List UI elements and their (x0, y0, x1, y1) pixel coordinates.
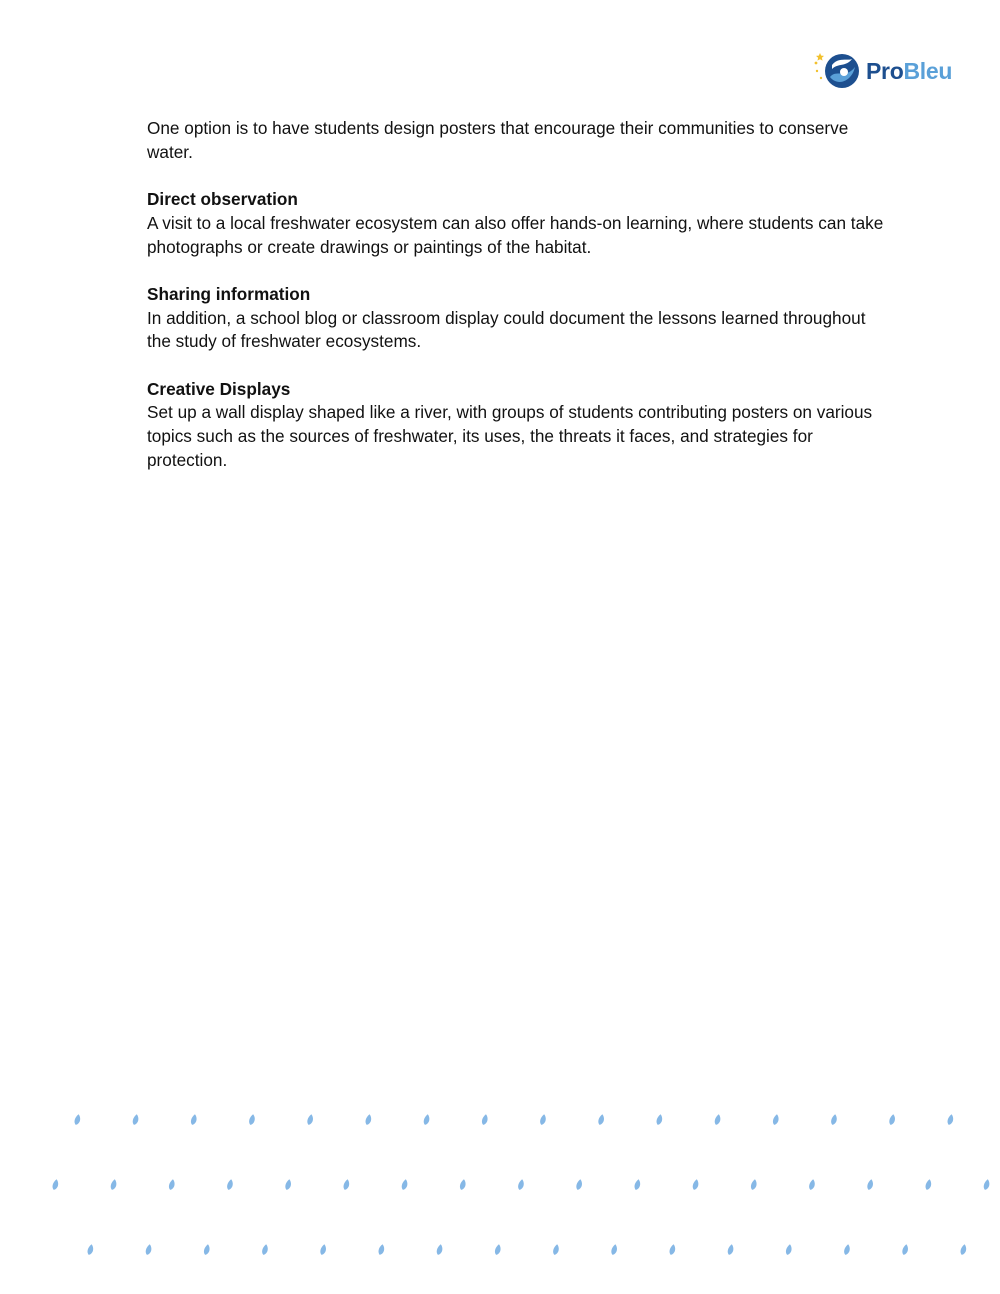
water-drop-icon (145, 1244, 153, 1256)
water-drop-icon (306, 1114, 314, 1126)
water-drop-icon (481, 1114, 489, 1126)
logo-text-bleu: Bleu (903, 57, 953, 84)
water-drop-icon (830, 1114, 838, 1126)
water-drop-icon (808, 1179, 816, 1191)
water-drop-icon (248, 1114, 256, 1126)
section-heading: Creative Displays (147, 378, 291, 399)
water-drop-icon (610, 1244, 618, 1256)
section-direct-observation (147, 188, 892, 259)
water-drop-icon (634, 1179, 642, 1191)
water-drop-pattern (0, 1100, 1000, 1280)
water-drop-icon (319, 1244, 327, 1256)
probleu-emblem-icon (812, 47, 862, 93)
logo-text-pro: Pro (866, 57, 904, 84)
water-drop-icon (74, 1114, 82, 1126)
section-body: In addition, a school blog or classroom display could document the lessons learned throughout the study of freshwater ecosystems. (147, 307, 866, 352)
section-sharing-information (147, 283, 892, 354)
water-drop-icon (901, 1244, 909, 1256)
water-drop-icon (52, 1179, 60, 1191)
water-drop-icon (284, 1179, 292, 1191)
water-drop-icon (343, 1179, 351, 1191)
water-drop-icon (365, 1114, 373, 1126)
water-drop-icon (459, 1179, 467, 1191)
water-drop-icon (750, 1179, 758, 1191)
water-drop-icon (110, 1179, 118, 1191)
water-drop-icon (378, 1244, 386, 1256)
water-drop-icon (423, 1114, 431, 1126)
water-drop-icon (203, 1244, 211, 1256)
logo-wordmark (866, 58, 952, 85)
water-drop-icon (494, 1244, 502, 1256)
document-body (147, 117, 892, 473)
water-drop-icon (575, 1179, 583, 1191)
water-drop-icon (888, 1114, 896, 1126)
water-drop-icon (843, 1244, 851, 1256)
water-drop-icon (983, 1179, 991, 1191)
water-drop-icon (261, 1244, 269, 1256)
water-drop-icon (785, 1244, 793, 1256)
water-drop-icon (692, 1179, 700, 1191)
water-drop-icon (436, 1244, 444, 1256)
water-drop-icon (87, 1244, 95, 1256)
intro-paragraph: One option is to have students design posters that encourage their communities to conserve water. (147, 118, 849, 162)
water-drop-icon (190, 1114, 198, 1126)
water-drop-icon (669, 1244, 677, 1256)
water-drop-icon (168, 1179, 176, 1191)
probleu-logo (812, 46, 952, 94)
water-drop-icon (925, 1179, 933, 1191)
water-drop-icon (517, 1179, 525, 1191)
water-drop-icon (539, 1114, 547, 1126)
water-drop-icon (866, 1179, 874, 1191)
section-body: Set up a wall display shaped like a river, with groups of students contributing posters on various topics such as the sources of freshwater, its uses, the threats it faces, and strategies for protection. (147, 402, 873, 470)
water-drop-icon (552, 1244, 560, 1256)
water-drop-icon (656, 1114, 664, 1126)
water-drop-icon (401, 1179, 409, 1191)
water-drop-icon (132, 1114, 140, 1126)
section-heading: Sharing information (147, 283, 311, 304)
section-creative-displays (147, 378, 892, 473)
water-drop-icon (714, 1114, 722, 1126)
section-heading: Direct observation (147, 189, 298, 210)
water-drop-icon (597, 1114, 605, 1126)
water-drop-icon (226, 1179, 234, 1191)
water-drop-icon (772, 1114, 780, 1126)
water-drop-icon (727, 1244, 735, 1256)
section-body: A visit to a local freshwater ecosystem can also offer hands-on learning, where students can take photographs or create drawings or paintings of the habitat. (147, 212, 884, 257)
water-drop-icon (960, 1244, 968, 1256)
water-drop-icon (947, 1114, 955, 1126)
